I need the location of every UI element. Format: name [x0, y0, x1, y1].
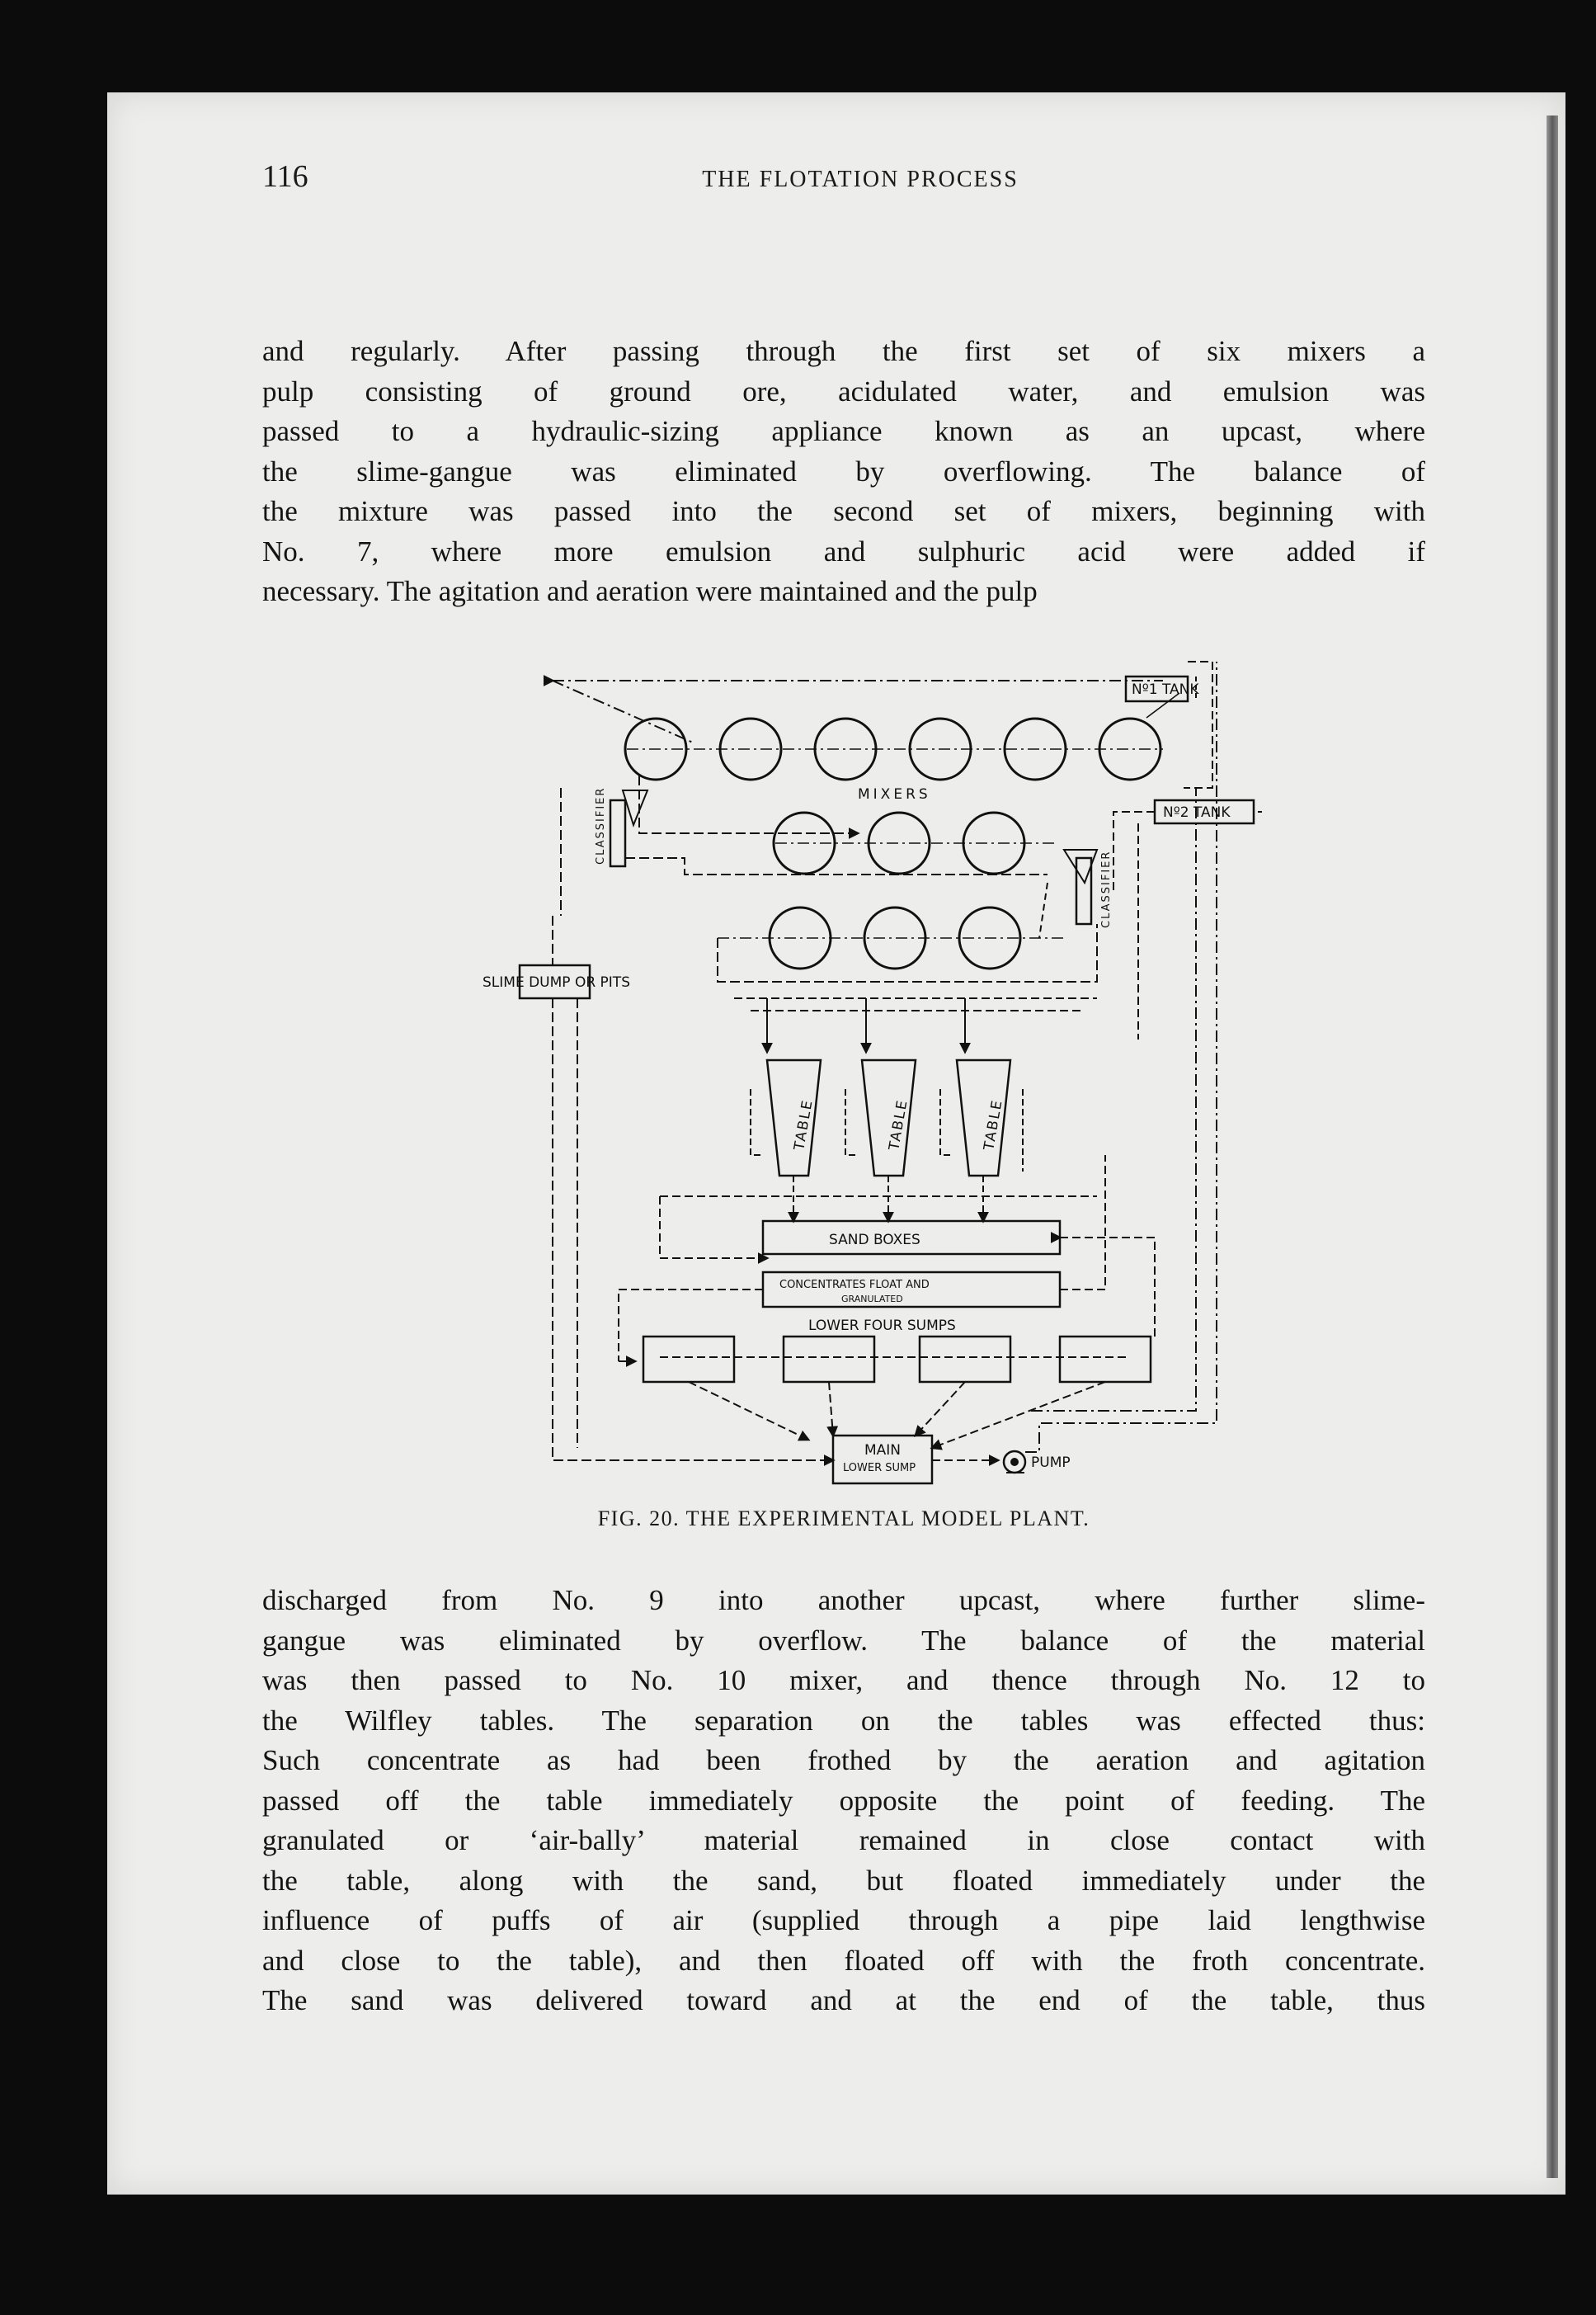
text-line: granulated or ‘air-bally’ material remained in close contact with	[262, 1824, 1425, 1856]
page-header	[262, 158, 1425, 194]
page-number: 116	[262, 159, 308, 194]
paragraph-top	[262, 332, 1425, 612]
label-table-3: TABLE	[981, 1097, 1006, 1152]
running-head: THE FLOTATION PROCESS	[702, 167, 1019, 192]
text-line: the table, along with the sand, but floated immediately under the	[262, 1864, 1425, 1897]
label-mixers: MIXERS	[858, 786, 931, 803]
diagram-labels	[483, 681, 1231, 1474]
classifier-left	[610, 800, 625, 866]
text-line: necessary. The agitation and aeration were maintained and the pulp	[262, 575, 1038, 607]
text-line: gangue was eliminated by overflow. The balance of the material	[262, 1624, 1425, 1657]
label-tank2: Nº2 TANK	[1163, 804, 1231, 821]
text-line: the slime-gangue was eliminated by overflowing. The balance of	[262, 455, 1425, 488]
sump-3	[920, 1337, 1010, 1382]
text-line: passed off the table immediately opposite the point of feeding. The	[262, 1784, 1425, 1817]
label-concentrates-1: CONCENTRATES FLOAT AND	[779, 1279, 930, 1291]
text-line: The sand was delivered toward and at the end of the table, thus	[262, 1984, 1425, 2016]
text-line: discharged from No. 9 into another upcast, where further slime-	[262, 1584, 1425, 1616]
label-lower-sumps: LOWER FOUR SUMPS	[808, 1318, 956, 1334]
label-lower-sump: LOWER SUMP	[843, 1462, 916, 1474]
text-line: was then passed to No. 10 mixer, and thence through No. 12 to	[262, 1664, 1425, 1696]
text-line: and close to the table), and then floated off with the froth concentrate.	[262, 1944, 1425, 1977]
label-table-1: TABLE	[791, 1097, 817, 1152]
page-edge	[1547, 116, 1558, 2178]
text-line: the Wilfley tables. The separation on the tables was effected thus:	[262, 1704, 1425, 1737]
text-line: Such concentrate as had been frothed by the aeration and agitation	[262, 1744, 1425, 1776]
text-line: passed to a hydraulic-sizing appliance known as an upcast, where	[262, 415, 1425, 447]
label-classifier-right: CLASSIFIER	[1100, 850, 1113, 928]
sump-4	[1060, 1337, 1151, 1382]
text-line: influence of puffs of air (supplied through a pipe laid lengthwise	[262, 1904, 1425, 1936]
diagram-svg	[470, 644, 1320, 1493]
paragraph-bottom	[262, 1581, 1425, 2021]
label-concentrates-2: GRANULATED	[841, 1294, 903, 1304]
label-slime: SLIME DUMP OR PITS	[483, 974, 630, 991]
label-pump: PUMP	[1031, 1455, 1071, 1471]
label-sand-boxes: SAND BOXES	[829, 1232, 920, 1248]
sump-2	[784, 1337, 874, 1382]
text-line: pulp consisting of ground ore, acidulated water, and emulsion was	[262, 375, 1425, 408]
text-line: and regularly. After passing through the first set of six mixers a	[262, 335, 1425, 367]
label-table-2: TABLE	[886, 1097, 911, 1152]
plant-diagram	[470, 644, 1320, 1493]
classifier-right	[1076, 858, 1091, 924]
text-line: No. 7, where more emulsion and sulphuric acid were added if	[262, 535, 1425, 568]
label-main: MAIN	[864, 1442, 902, 1459]
text-line: the mixture was passed into the second set of mixers, beginning with	[262, 495, 1425, 527]
label-classifier-left: CLASSIFIER	[595, 786, 607, 865]
label-tank1: Nº1 TANK	[1132, 681, 1199, 698]
figure-caption: FIG. 20. THE EXPERIMENTAL MODEL PLANT.	[597, 1506, 1090, 1530]
sump-1	[643, 1337, 734, 1382]
